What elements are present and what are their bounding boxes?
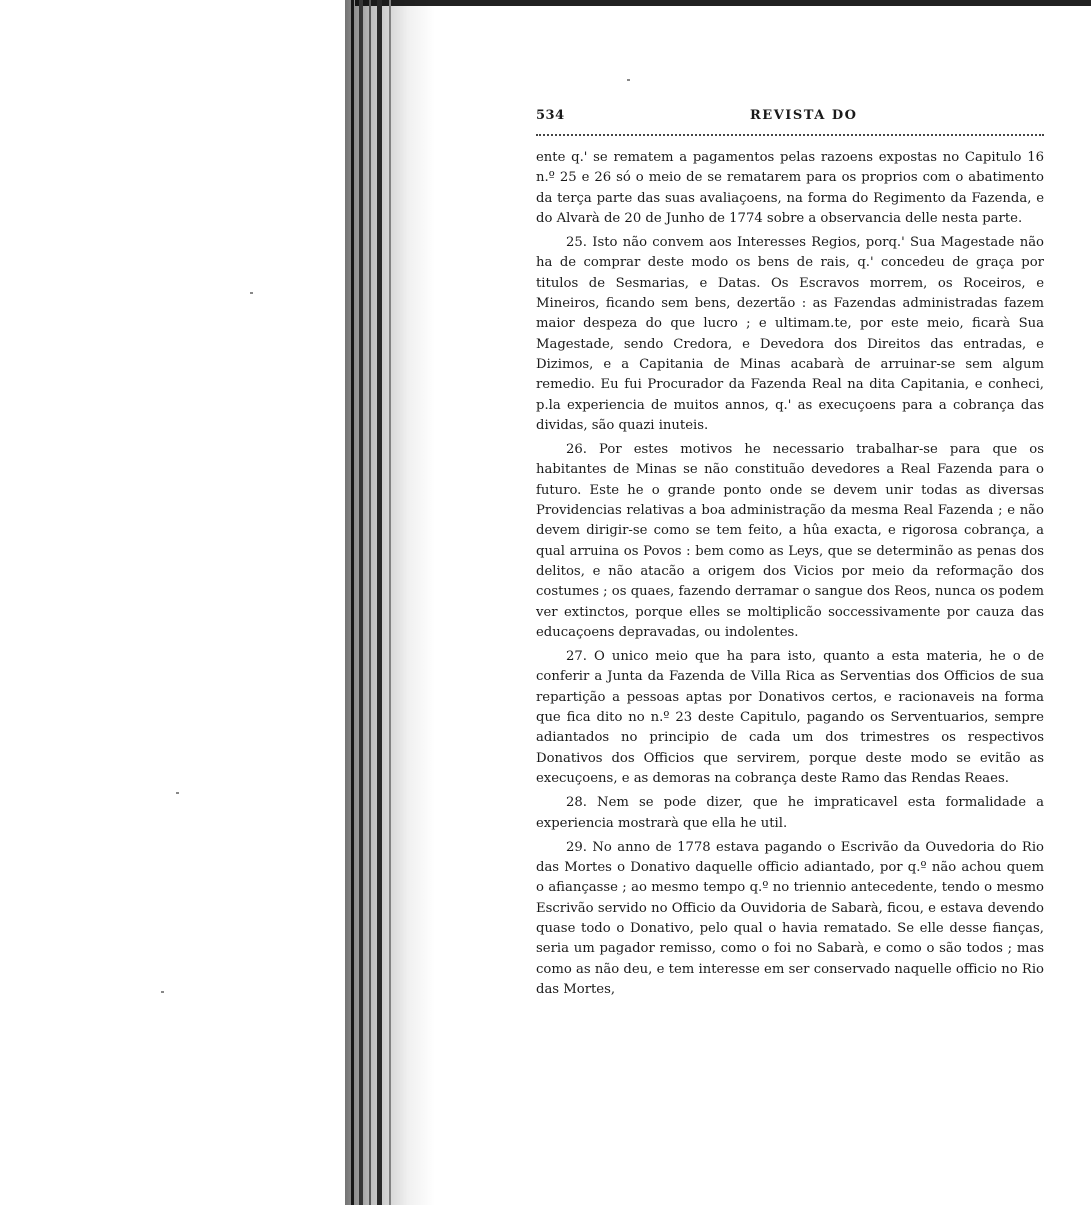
scan-speck xyxy=(627,79,630,81)
paragraph-27: 27. O unico meio que ha para isto, quanto a esta materia, he o de conferir a Junta da Fazenda de Villa Rica as Serventias dos Officios de sua repartição a pessoas aptas por Donativos certos, e racionaveis na forma que fica dito no n.º 23 deste Capitulo, pagando os Serventuarios, sempre adiantados no principio de cada um dos trimestres os respectivos Donativos dos Officios que servirem, porque deste modo se evitão as execuçoens, e as demoras na cobrança deste Ramo das Rendas Reaes. xyxy=(536,649,1044,786)
page-body xyxy=(536,108,1044,1004)
top-edge-shadow xyxy=(355,0,1091,6)
scan-speck xyxy=(161,991,164,993)
scan-speck xyxy=(176,792,179,794)
paragraph-25: 25. Isto não convem aos Interesses Regios, porq.' Sua Magestade não ha de comprar deste modo os bens de rais, q.' concedeu de graça por titulos de Sesmarias, e Datas. Os Escravos morrem, os Roceiros, e Mineiros, ficando sem bens, dezertão : as Fazendas administradas fazem maior despeza do que lucro ; e ultimam.te, por este meio, ficarà Sua Magestade, sendo Credora, e Devedora dos Direitos das entradas, e Dizimos, e a Capitania de Minas acabarà de arruinar-se sem algum remedio. Eu fui Procurador da Fazenda Real na dita Capitania, e conheci, p.la experiencia de muitos annos, q.' as execuçoens para a cobrança das dividas, são quazi inuteis. xyxy=(536,235,1044,433)
page-header xyxy=(536,108,1044,130)
paragraph-26: 26. Por estes motivos he necessario trabalhar-se para que os habitantes de Minas se não constituão devedores a Real Fazenda para o futuro. Este he o grande ponto onde se devem unir todas as diversas Providencias relativas a boa administração da mesma Real Fazenda ; e não devem dirigir-se como se tem feito, a hûa exacta, e rigorosa cobrança, a qual arruina os Povos : bem como as Leys, que se determinão as penas dos delitos, e não atacão a origem dos Vicios por meio da reformação dos costumes ; os quaes, fazendo derramar o sangue dos Reos, nunca os podem ver extinctos, porque elles se moltiplicão soccessivamente por cauza das educaçoens depravadas, ou indolentes. xyxy=(536,442,1044,640)
paragraph-continuation: ente q.' se rematem a pagamentos pelas razoens expostas no Capitulo 16 n.º 25 e 26 só o meio de se rematarem para os proprios com o abatimento da terça parte das suas avaliaçoens, na forma do Regimento da Fazenda, e do Alvarà de 20 de Junho de 1774 sobre a observancia delle nesta parte. xyxy=(536,150,1044,226)
paragraph-29: 29. No anno de 1778 estava pagando o Escrivão da Ouvedoria do Rio das Mortes o Donativo daquelle officio adiantado, por q.º não achou quem o afiançasse ; ao mesmo tempo q.º no triennio antecedente, tendo o mesmo Escrivão servido no Officio da Ouvidoria de Sabarà, ficou, e estava devendo quase todo o Donativo, pelo qual o havia rematado. Se elle desse fianças, seria um pagador remisso, como o foi no Sabarà, e como o são todos ; mas como as não deu, e tem interesse em ser conservado naquelle officio no Rio das Mortes, xyxy=(536,839,1044,997)
header-rule xyxy=(536,134,1044,136)
running-head: REVISTA DO xyxy=(750,108,858,123)
paragraph-28: 28. Nem se pode dizer, que he impraticavel esta formalidade a experiencia mostrarà que ella he util. xyxy=(536,795,1044,831)
scan-speck xyxy=(250,292,253,294)
book-binding-edge xyxy=(345,0,435,1205)
page-number: 534 xyxy=(536,108,565,123)
